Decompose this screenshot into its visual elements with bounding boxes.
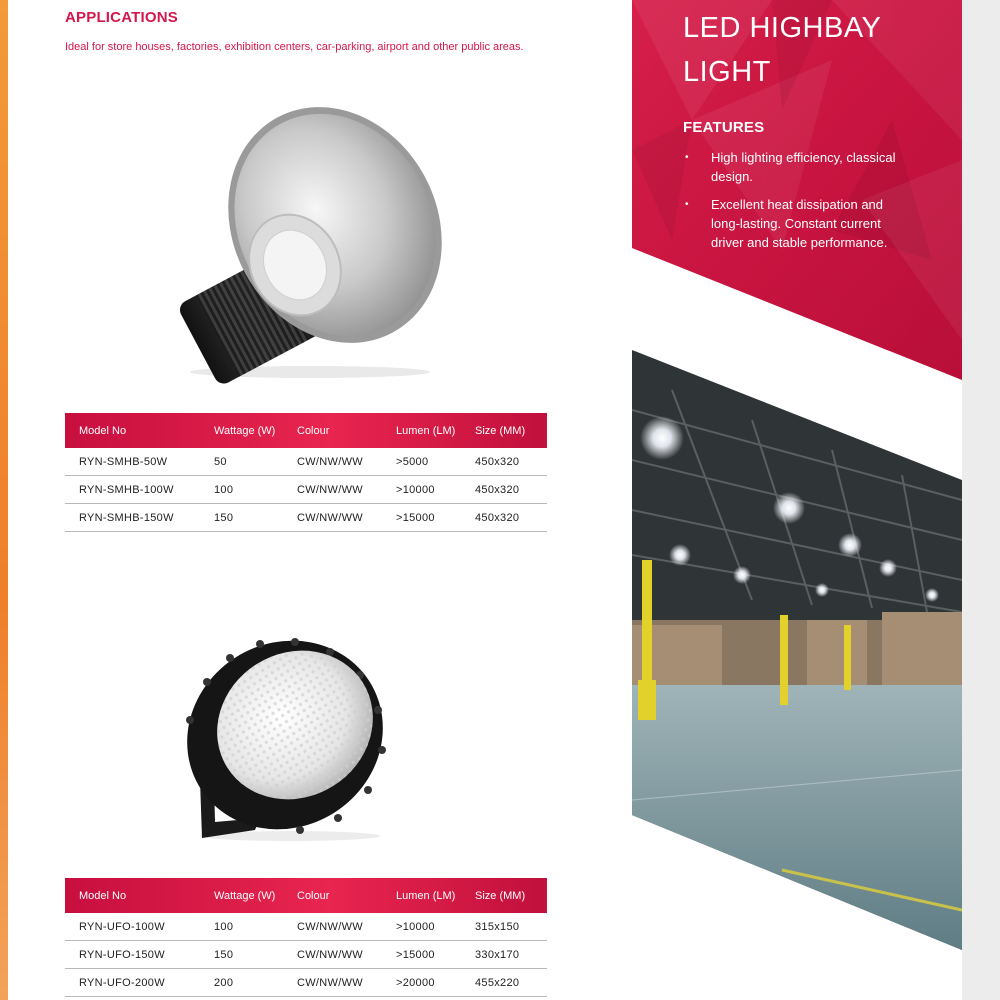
hero-title-line1: LED HIGHBAY: [683, 12, 882, 44]
col-model: Model No: [79, 889, 127, 902]
cell-model: RYN-UFO-150W: [65, 941, 201, 969]
col-lumen: Lumen (LM): [396, 889, 456, 902]
table-header-row: [65, 878, 547, 913]
cell-colour: CW/NW/WW: [284, 913, 383, 941]
ufo-lamp-image: [160, 630, 400, 850]
cell-model: RYN-SMHB-50W: [65, 448, 201, 476]
spec-table-smhb: [65, 413, 547, 532]
feature-item: • High lighting efficiency, classical design.: [683, 148, 915, 186]
spec-table-ufo: [65, 878, 547, 997]
table-row: [65, 504, 547, 532]
cell-colour: CW/NW/WW: [284, 941, 383, 969]
applications-text: Ideal for store houses, factories, exhibition centers, car-parking, airport and other public areas.: [65, 41, 524, 53]
cell-lumen: >15000: [383, 504, 462, 532]
cell-wattage: 200: [201, 969, 284, 997]
cell-model: RYN-UFO-200W: [65, 969, 201, 997]
table-row: [65, 941, 547, 969]
cell-lumen: >10000: [383, 913, 462, 941]
cell-colour: CW/NW/WW: [284, 969, 383, 997]
page-margin: [962, 0, 1000, 1000]
cell-size: 450x320: [462, 448, 547, 476]
cell-size: 450x320: [462, 476, 547, 504]
col-colour: Colour: [297, 889, 330, 902]
cell-colour: CW/NW/WW: [284, 504, 383, 532]
cell-wattage: 150: [201, 504, 284, 532]
cell-wattage: 50: [201, 448, 284, 476]
cell-wattage: 100: [201, 476, 284, 504]
table-header-row: [65, 413, 547, 448]
table-row: [65, 913, 547, 941]
table-row: [65, 476, 547, 504]
cell-colour: CW/NW/WW: [284, 448, 383, 476]
applications-heading: APPLICATIONS: [65, 9, 178, 26]
col-model: Model No: [79, 424, 127, 437]
cell-size: 315x150: [462, 913, 547, 941]
cell-colour: CW/NW/WW: [284, 476, 383, 504]
col-colour: Colour: [297, 424, 330, 437]
col-wattage: Wattage (W): [214, 424, 276, 437]
hero-title: [683, 6, 881, 94]
table-row: [65, 969, 547, 997]
col-size: Size (MM): [475, 889, 526, 902]
table-row: [65, 448, 547, 476]
cell-lumen: >10000: [383, 476, 462, 504]
cell-lumen: >5000: [383, 448, 462, 476]
highbay-lamp-image: [160, 100, 450, 385]
col-lumen: Lumen (LM): [396, 424, 456, 437]
features-heading: FEATURES: [683, 119, 765, 136]
features-list: [683, 148, 915, 261]
cell-model: RYN-UFO-100W: [65, 913, 201, 941]
cell-wattage: 150: [201, 941, 284, 969]
cell-model: RYN-SMHB-100W: [65, 476, 201, 504]
cell-size: 455x220: [462, 969, 547, 997]
hero-title-line2: LIGHT: [683, 56, 771, 88]
cell-lumen: >20000: [383, 969, 462, 997]
page-edge-stripe: [0, 0, 8, 1000]
cell-model: RYN-SMHB-150W: [65, 504, 201, 532]
warehouse-photo: [632, 350, 962, 950]
cell-wattage: 100: [201, 913, 284, 941]
cell-size: 450x320: [462, 504, 547, 532]
col-size: Size (MM): [475, 424, 526, 437]
col-wattage: Wattage (W): [214, 889, 276, 902]
cell-size: 330x170: [462, 941, 547, 969]
feature-item: • Excellent heat dissipation and long-lasting. Constant current driver and stable performance.: [683, 195, 915, 252]
cell-lumen: >15000: [383, 941, 462, 969]
